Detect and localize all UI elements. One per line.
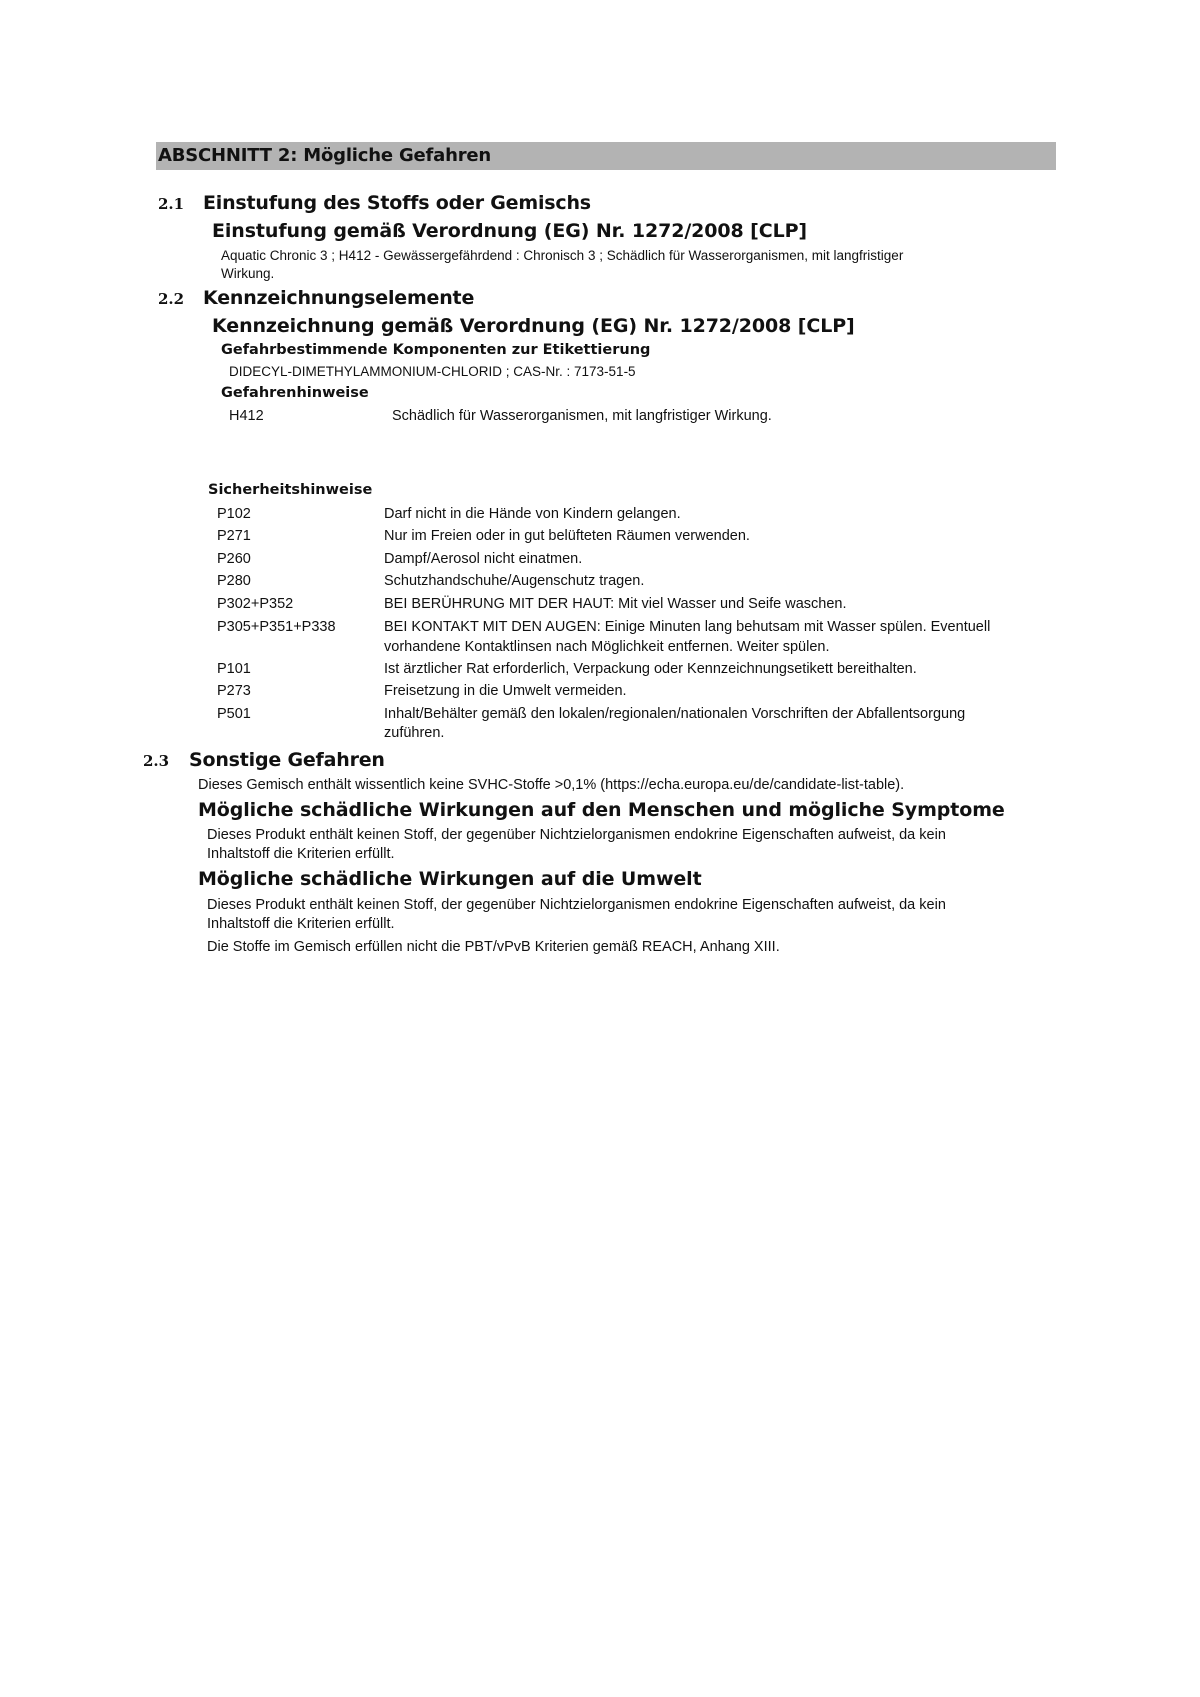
safety-code: P302+P352 xyxy=(217,596,294,612)
section-title: ABSCHNITT 2: Mögliche Gefahren xyxy=(156,142,1056,170)
components-text: DIDECYL-DIMETHYLAMMONIUM-CHLORID ; CAS-Nr. : 7173-51-5 xyxy=(229,364,636,379)
safety-text: BEI KONTAKT MIT DEN AUGEN: Einige Minuten lang behutsam mit Wasser spülen. Eventuell xyxy=(384,619,991,635)
heading-environment-effects: Mögliche schädliche Wirkungen auf die Umwelt xyxy=(198,868,702,890)
safety-text: Dampf/Aerosol nicht einatmen. xyxy=(384,551,583,567)
human-effects-line1: Dieses Produkt enthält keinen Stoff, der gegenüber Nichtzielorganismen endokrine Eigenschaften aufweist, da kein xyxy=(207,827,946,843)
safety-code: P260 xyxy=(217,551,251,567)
subheading-kennzeichnung-clp: Kennzeichnung gemäß Verordnung (EG) Nr. 1272/2008 [CLP] xyxy=(212,315,855,337)
hazard-statements-heading: Gefahrenhinweise xyxy=(221,385,369,401)
safety-text: BEI BERÜHRUNG MIT DER HAUT: Mit viel Wasser und Seife waschen. xyxy=(384,596,847,612)
safety-text: Inhalt/Behälter gemäß den lokalen/regionalen/nationalen Vorschriften der Abfallentsorgung xyxy=(384,706,966,722)
safety-code: P102 xyxy=(217,506,251,522)
heading-human-effects: Mögliche schädliche Wirkungen auf den Menschen und mögliche Symptome xyxy=(198,799,1005,821)
safety-text: Schutzhandschuhe/Augenschutz tragen. xyxy=(384,573,645,589)
section-number-2-3: 2.3 xyxy=(143,752,170,770)
heading-kennzeichnungselemente: Kennzeichnungselemente xyxy=(203,287,475,309)
human-effects-line2: Inhaltstoff die Kriterien erfüllt. xyxy=(207,846,395,862)
safety-text-continued: zuführen. xyxy=(384,725,445,741)
safety-text: Ist ärztlicher Rat erforderlich, Verpackung oder Kennzeichnungsetikett bereithalten. xyxy=(384,661,917,677)
safety-text: Freisetzung in die Umwelt vermeiden. xyxy=(384,683,627,699)
classification-text-line2: Wirkung. xyxy=(221,266,275,281)
section-number-2-2: 2.2 xyxy=(158,290,185,308)
svhc-text: Dieses Gemisch enthält wissentlich keine SVHC-Stoffe >0,1% (https://echa.europa.eu/de/candidate-list-table). xyxy=(198,777,905,793)
safety-statements-heading: Sicherheitshinweise xyxy=(208,482,373,498)
safety-code: P280 xyxy=(217,573,251,589)
pbt-vpvb-text: Die Stoffe im Gemisch erfüllen nicht die PBT/vPvB Kriterien gemäß REACH, Anhang XIII. xyxy=(207,939,780,955)
safety-code: P501 xyxy=(217,706,251,722)
classification-text-line1: Aquatic Chronic 3 ; H412 - Gewässergefährdend : Chronisch 3 ; Schädlich für Wasserorganismen, mit langfristiger xyxy=(221,248,904,263)
safety-code: P101 xyxy=(217,661,251,677)
heading-sonstige-gefahren: Sonstige Gefahren xyxy=(189,749,385,771)
safety-code: P273 xyxy=(217,683,251,699)
heading-einstufung: Einstufung des Stoffs oder Gemischs xyxy=(203,192,591,214)
safety-text: Darf nicht in die Hände von Kindern gelangen. xyxy=(384,506,681,522)
safety-text: Nur im Freien oder in gut belüfteten Räumen verwenden. xyxy=(384,528,750,544)
subheading-einstufung-clp: Einstufung gemäß Verordnung (EG) Nr. 1272/2008 [CLP] xyxy=(212,220,808,242)
hazard-code: H412 xyxy=(229,408,264,424)
safety-code: P305+P351+P338 xyxy=(217,619,336,635)
hazard-text: Schädlich für Wasserorganismen, mit langfristiger Wirkung. xyxy=(392,408,772,424)
section-number-2-1: 2.1 xyxy=(158,195,185,213)
safety-code: P271 xyxy=(217,528,251,544)
components-heading: Gefahrbestimmende Komponenten zur Etikettierung xyxy=(221,342,651,358)
environment-effects-line2: Inhaltstoff die Kriterien erfüllt. xyxy=(207,916,395,932)
environment-effects-line1: Dieses Produkt enthält keinen Stoff, der gegenüber Nichtzielorganismen endokrine Eigenschaften aufweist, da kein xyxy=(207,897,946,913)
safety-text-continued: vorhandene Kontaktlinsen nach Möglichkeit entfernen. Weiter spülen. xyxy=(384,639,830,655)
